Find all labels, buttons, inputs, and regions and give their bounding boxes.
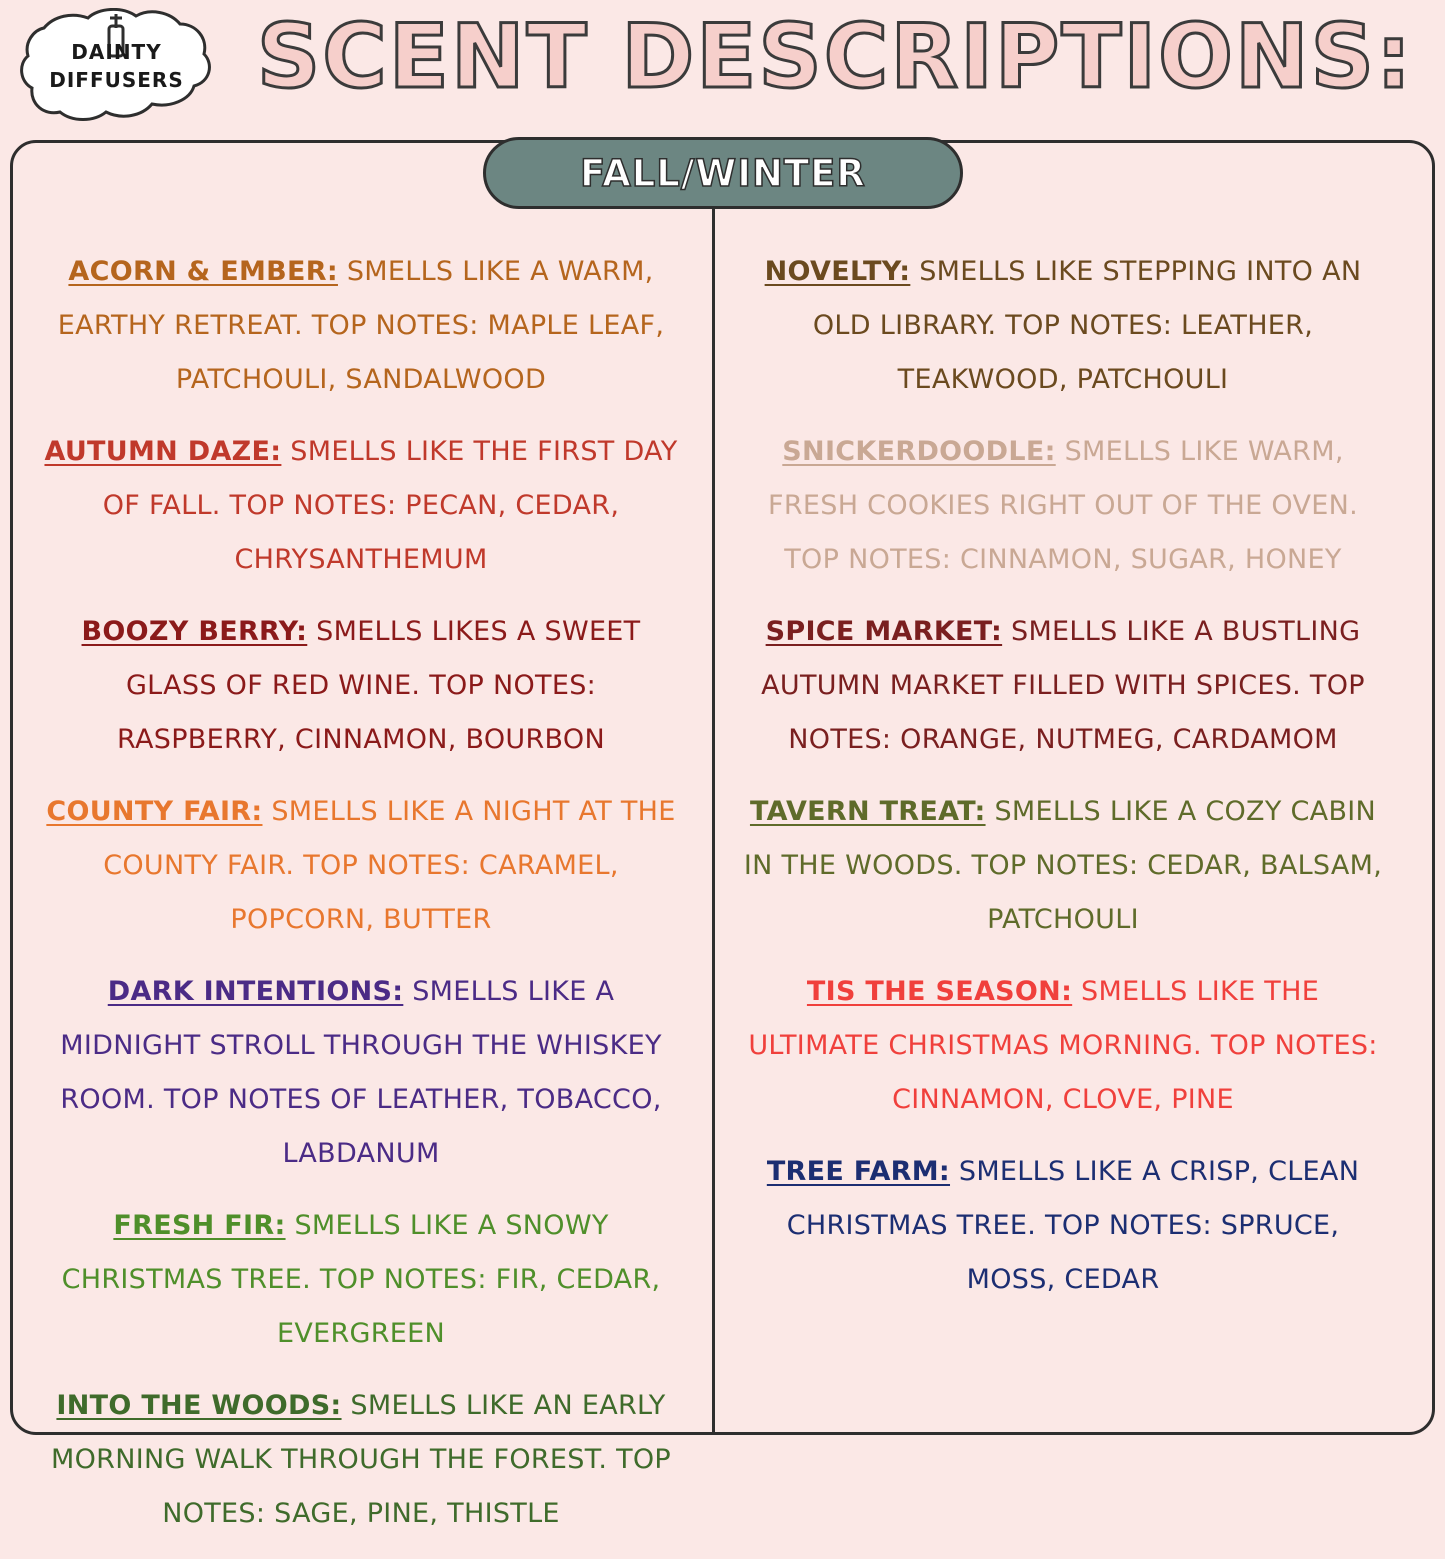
brand-logo [14, 8, 219, 123]
logo-line-1: DAINTY [71, 39, 162, 64]
scent-name: SNICKERDOODLE: [782, 436, 1056, 467]
scent-entry [38, 1379, 684, 1541]
scent-columns [10, 245, 1435, 1559]
scent-description: SMELLS LIKE A COZY CABIN IN THE WOODS. TOP NOTES: CEDAR, BALSAM, PATCHOULI [743, 796, 1383, 935]
scent-entry [38, 785, 684, 947]
scent-name: BOOZY BERRY: [81, 616, 308, 647]
scent-name: FRESH FIR: [113, 1210, 286, 1241]
scent-name: COUNTY FAIR: [46, 796, 263, 827]
scent-description: SMELLS LIKE A CRISP, CLEAN CHRISTMAS TREE. TOP NOTES: SPRUCE, MOSS, CEDAR [786, 1156, 1360, 1295]
scent-description: SMELLS LIKE A SNOWY CHRISTMAS TREE. TOP NOTES: FIR, CEDAR, EVERGREEN [61, 1210, 661, 1349]
scent-name: TAVERN TREAT: [749, 796, 986, 827]
scent-entry [740, 785, 1386, 947]
logo-line-2: DIFFUSERS [49, 67, 184, 92]
scent-description: SMELLS LIKE A NIGHT AT THE COUNTY FAIR. TOP NOTES: CARAMEL, POPCORN, BUTTER [103, 796, 676, 935]
scent-description: SMELLS LIKE THE FIRST DAY OF FALL. TOP NOTES: PECAN, CEDAR, CHRYSANTHEMUM [102, 436, 678, 575]
scent-description: SMELLS LIKE A MIDNIGHT STROLL THROUGH THE WHISKEY ROOM. TOP NOTES OF LEATHER, TOBACCO, LABDANUM [60, 976, 662, 1169]
scent-entry [740, 605, 1386, 767]
scent-description: SMELLS LIKE AN EARLY MORNING WALK THROUGH THE FOREST. TOP NOTES: SAGE, PINE, THISTLE [50, 1390, 672, 1529]
scent-description: SMELLS LIKE STEPPING INTO AN OLD LIBRARY. TOP NOTES: LEATHER, TEAKWOOD, PATCHOULI [812, 256, 1362, 395]
scent-description: SMELLS LIKE A WARM, EARTHY RETREAT. TOP NOTES: MAPLE LEAF, PATCHOULI, SANDALWOOD [57, 256, 665, 395]
scent-entry [740, 1145, 1386, 1307]
scent-description: SMELLS LIKE THE ULTIMATE CHRISTMAS MORNING. TOP NOTES: CINNAMON, CLOVE, PINE [748, 976, 1378, 1115]
scent-entry [38, 425, 684, 587]
scent-name: ACORN & EMBER: [68, 256, 338, 287]
scent-entry [38, 1199, 684, 1361]
scent-description: SMELLS LIKES A SWEET GLASS OF RED WINE. TOP NOTES: RASPBERRY, CINNAMON, BOURBON [117, 616, 641, 755]
scent-entry [740, 425, 1386, 587]
scent-name: AUTUMN DAZE: [44, 436, 282, 467]
scent-entry [740, 965, 1386, 1127]
scent-column-right [712, 245, 1414, 1559]
season-badge-label: FALL/WINTER [580, 151, 866, 195]
scent-name: INTO THE WOODS: [56, 1390, 342, 1421]
scent-description: SMELLS LIKE WARM, FRESH COOKIES RIGHT OUT OF THE OVEN. TOP NOTES: CINNAMON, SUGAR, HONEY [768, 436, 1358, 575]
scent-name: NOVELTY: [764, 256, 911, 287]
scent-description: SMELLS LIKE A BUSTLING AUTUMN MARKET FILLED WITH SPICES. TOP NOTES: ORANGE, NUTMEG, CARDAMOM [761, 616, 1365, 755]
scent-entry [38, 605, 684, 767]
scent-name: DARK INTENTIONS: [107, 976, 404, 1007]
scent-name: TREE FARM: [766, 1156, 951, 1187]
scent-entry [38, 965, 684, 1181]
page-title: SCENT DESCRIPTIONS: [256, 5, 1414, 108]
scent-name: SPICE MARKET: [765, 616, 1003, 647]
scent-name: TIS THE SEASON: [806, 976, 1073, 1007]
scent-entry [38, 245, 684, 407]
season-badge [483, 137, 963, 209]
scent-column-left [10, 245, 712, 1559]
scent-entry [740, 245, 1386, 407]
